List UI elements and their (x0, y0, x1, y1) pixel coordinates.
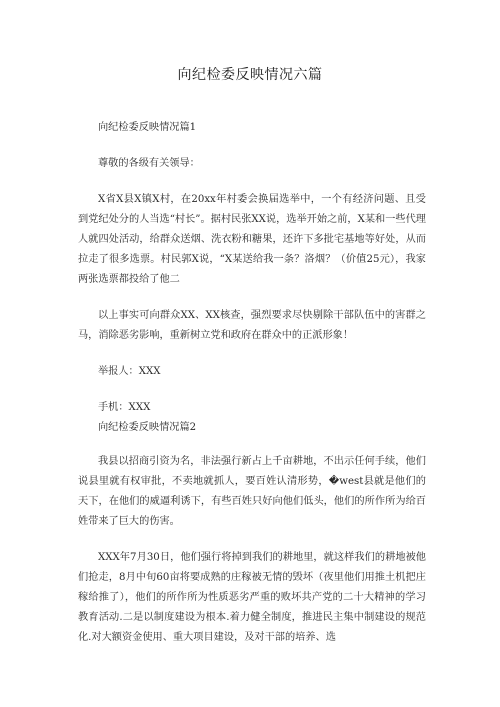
paragraph: X省X县X镇X村，在20xx年村委会换届选举中，一个有经济问题、且受到党纪处分的人当选“村长”。据村民张XX说，选举开始之前，X某和一些代理人就四处活动，给群众送烟、洗衣粉和糖果，还许下多批宅基地等好处，从而拉走了很多选票。村民郭X说，“X某送给我一条？洛烟？（价值25元），我家两张选票都投给了他二 (78, 194, 426, 285)
section-heading: 向纪检委反映情况篇2 (98, 422, 197, 433)
document-body (78, 118, 426, 648)
paragraph: 我县以招商引资为名，非法强行新占上千亩耕地，不出示任何手续，他们说县里就有权审批，不卖地就抓人，要百姓认清形势，�west县就是他们的天下，在他们的威逼利诱下，有些百姓只好向他们低头，他们的所作所为给百姓带来了巨大的伤害。 (78, 456, 426, 527)
phone-line: 手机：XXX (98, 402, 151, 413)
document-title: 向纪检委反映情况六篇 (177, 67, 323, 83)
paragraph: XXX年7月30日，他们强行将掉到我们的耕地里，就这样我们的耕地被他们抢走，8月中旬60亩将要成熟的庄稼被无情的毁坏（夜里他们用推土机把庄稼给推了），他们的所作所为性质恶劣严重的败坏共产党的二十大精神的学习教育活动.二是以制度建设为根本.着力健全制度，推进民主集中制建设的规范化.对大额资金使用、重大项目建设，及对干部的培养、选 (78, 552, 426, 643)
reporter-line: 举报人：XXX (98, 366, 161, 377)
salutation: 尊敬的各级有关领导： (98, 158, 200, 169)
section-heading: 向纪检委反映情况篇1 (98, 122, 197, 133)
paragraph: 以上事实可向群众XX、XX核查，强烈要求尽快剔除干部队伍中的害群之马，消除恶劣影响，重新树立党和政府在群众中的正派形象！ (78, 310, 426, 341)
